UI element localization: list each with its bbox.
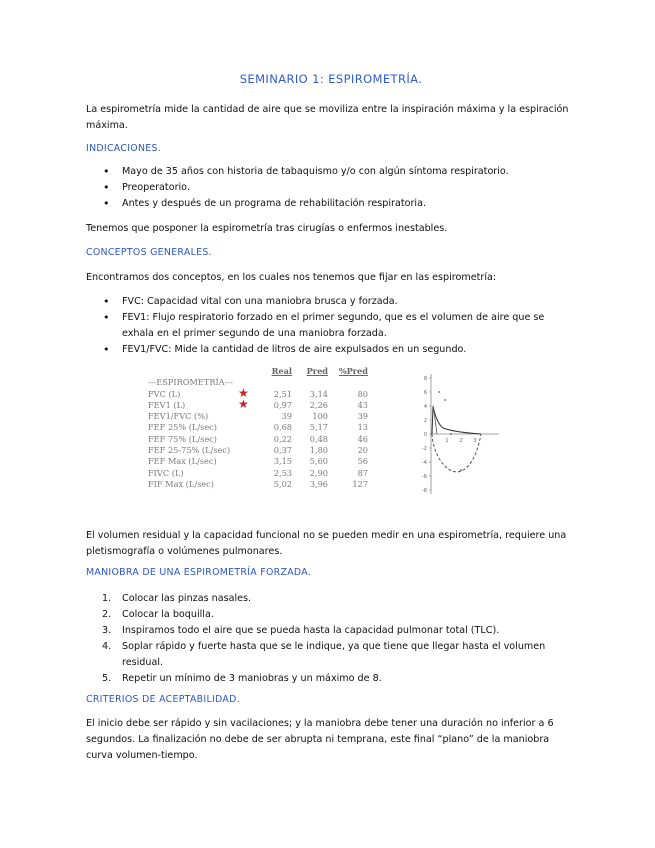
cell-pred: 5,17 — [309, 422, 328, 433]
indicaciones-list — [86, 164, 576, 212]
table-row — [146, 411, 386, 422]
x-tick-labels — [445, 438, 476, 444]
table-row — [146, 396, 386, 411]
cell-pct: 43 — [357, 399, 368, 410]
x-tick-label: 3 — [473, 438, 477, 444]
cell-label: FEV1 (L) — [148, 399, 186, 410]
spirometry-table — [146, 366, 386, 490]
table-row — [146, 479, 386, 490]
cell-pred: 3,14 — [309, 388, 328, 399]
spirometry-figure — [146, 366, 506, 500]
predicted-point — [444, 399, 446, 401]
table-header-row — [146, 366, 386, 377]
header-pct: %Pred — [338, 366, 368, 376]
table-row — [146, 468, 386, 479]
predicted-curve — [433, 406, 437, 434]
y-tick-label: -8 — [422, 488, 427, 494]
cell-real: 2,51 — [273, 388, 292, 399]
y-tick-label: 8 — [423, 376, 427, 382]
cell-label: FEF 25-75% (L/sec) — [148, 445, 231, 456]
cell-pct: 20 — [357, 445, 368, 456]
cell-pred: 3,96 — [309, 478, 328, 489]
cell-pred: 5,60 — [309, 456, 328, 467]
star-icon: ★ — [238, 385, 249, 400]
predicted-point — [450, 433, 452, 435]
heading-indicaciones: INDICACIONES. — [86, 143, 162, 154]
table-row — [146, 385, 386, 400]
table-row — [146, 434, 386, 445]
cell-pct: 46 — [357, 433, 368, 444]
header-real: Real — [271, 366, 292, 376]
y-tick-label: 2 — [423, 418, 427, 424]
list-item: 5. Repetir un mínimo de 3 maniobras y un máximo de 8. — [102, 673, 382, 684]
list-item: 4. Soplar rápido y fuerte hasta que se le indique, ya que tiene que llegar hasta el volumen residual. — [102, 641, 546, 668]
predicted-point — [460, 469, 462, 471]
cell-real: 39 — [281, 411, 292, 422]
cell-label: FIF Max (L/sec) — [148, 478, 214, 489]
cell-real: 0,68 — [273, 422, 292, 433]
y-tick-label: -6 — [422, 474, 427, 480]
list-item: 3. Inspiramos todo el aire que se pueda hasta la capacidad pulmonar total (TLC). — [102, 625, 500, 636]
cell-pct: 127 — [352, 478, 368, 489]
cell-real: 2,53 — [273, 467, 292, 478]
list-item: 1. Colocar las pinzas nasales. — [102, 593, 252, 604]
x-tick-label: 2 — [459, 438, 463, 444]
list-item: 2. Colocar la boquilla. — [102, 609, 214, 620]
conceptos-list — [86, 294, 576, 358]
table-caption: ---ESPIROMETRÍA--- — [148, 377, 233, 388]
cell-label: FVC (L) — [148, 388, 181, 399]
y-tick-label: -2 — [422, 446, 427, 452]
table-row — [146, 456, 386, 467]
header-pred: Pred — [306, 366, 328, 376]
page-title: SEMINARIO 1: ESPIROMETRÍA. — [239, 72, 423, 86]
heading-maniobra: MANIOBRA DE UNA ESPIROMETRÍA FORZADA. — [86, 567, 312, 578]
maniobra-list — [86, 591, 576, 687]
expiratory-curve — [432, 406, 481, 434]
cell-real: 0,37 — [273, 445, 292, 456]
heading-conceptos: CONCEPTOS GENERALES. — [86, 247, 212, 258]
cell-label: FIVC (L) — [148, 467, 184, 478]
cell-label: FEF 25% (L/sec) — [148, 422, 217, 433]
cell-real: 0,97 — [273, 399, 292, 410]
y-tick-label: 6 — [423, 390, 427, 396]
list-item: • Mayo de 35 años con historia de tabaquismo y/o con algún síntoma respiratorio. — [86, 164, 576, 180]
intro-paragraph: La espirometría mide la cantidad de aire que se moviliza entre la inspiración máxima y la espiración máxima. — [86, 104, 569, 131]
cell-real: 5,02 — [273, 478, 292, 489]
cell-pred: 1,80 — [309, 445, 328, 456]
cell-real: 0,22 — [273, 433, 292, 444]
cell-pct: 80 — [357, 388, 368, 399]
cell-pct: 56 — [357, 456, 368, 467]
cell-pct: 87 — [357, 467, 368, 478]
cell-pct: 13 — [357, 422, 368, 433]
predicted-point — [438, 391, 440, 393]
cell-pred: 2,90 — [309, 467, 328, 478]
x-tick-label: 1 — [445, 438, 449, 444]
heading-criterios: CRITERIOS DE ACEPTABILIDAD. — [86, 694, 240, 705]
y-tick-labels — [422, 376, 431, 494]
cell-label: FEV1/FVC (%) — [148, 411, 209, 422]
list-item: • FVC: Capacidad vital con una maniobra brusca y forzada. — [86, 294, 576, 310]
list-item: • FEV1: Flujo respiratorio forzado en el primer segundo, que es el volumen de aire que se exhala en el primer segundo de una maniobra forzada. — [86, 310, 576, 342]
flow-volume-curve — [411, 372, 501, 496]
star-icon: ★ — [238, 396, 249, 411]
indicaciones-note: Tenemos que posponer la espirometría tras cirugías o enfermos inestables. — [86, 223, 448, 234]
criterios-paragraph: El inicio debe ser rápido y sin vacilaciones; y la maniobra debe tener una duración no inferior a 6 segundos. La finalización no debe de ser abrupta ni temprana, este final “plano” de la maniobra curva volumen-tiempo. — [86, 718, 554, 761]
cell-pred: 2,26 — [309, 399, 328, 410]
conceptos-intro: Encontramos dos conceptos, en los cuales nos tenemos que fijar en las espirometría: — [86, 272, 497, 283]
cell-pred: 0,48 — [309, 433, 328, 444]
list-item: • FEV1/FVC: Mide la cantidad de litros de aire expulsados en un segundo. — [86, 342, 576, 358]
y-tick-label: 4 — [423, 404, 427, 410]
cell-real: 3,15 — [273, 456, 292, 467]
y-tick-label: 0 — [423, 432, 427, 438]
table-row — [146, 422, 386, 433]
table-caption-row — [146, 377, 386, 388]
cell-label: FEF 75% (L/sec) — [148, 433, 217, 444]
cell-label: FEF Max (L/sec) — [148, 456, 217, 467]
list-item: • Antes y después de un programa de rehabilitación respiratoria. — [86, 196, 576, 212]
cell-pct: 39 — [357, 411, 368, 422]
residual-paragraph: El volumen residual y la capacidad funcional no se pueden medir en una espirometría, requiere una pletismografía o volúmenes pulmonares. — [86, 530, 567, 557]
list-item: • Preoperatorio. — [86, 180, 576, 196]
y-tick-label: -4 — [422, 460, 427, 466]
table-row — [146, 445, 386, 456]
cell-pred: 100 — [312, 411, 328, 422]
